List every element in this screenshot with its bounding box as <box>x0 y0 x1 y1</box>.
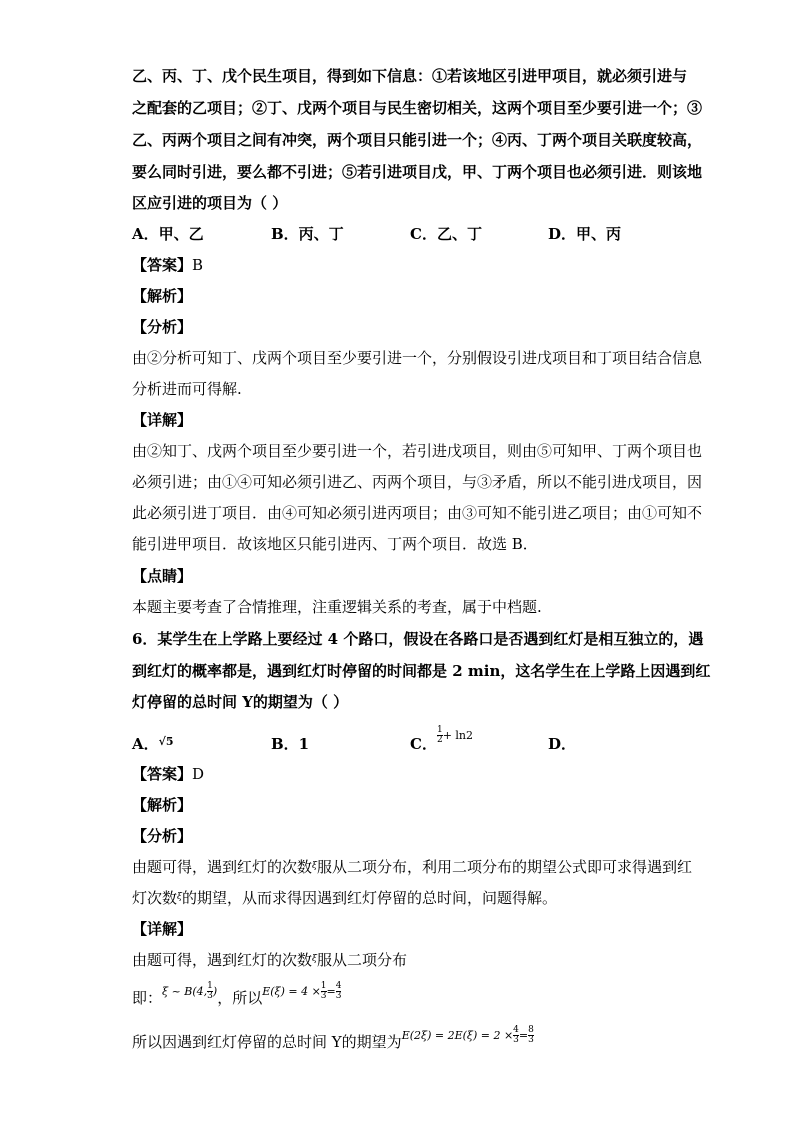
q6-total-frac-2-num: 8 <box>528 1024 534 1035</box>
q6-line-1: 6．某学生在上学路上要经过 4 个路口，假设在各路口是否遇到红灯是相互独立的，遇 <box>132 630 704 648</box>
q6-binomial-frac-num: 1 <box>207 980 213 991</box>
q5-answer-tag: 【答案】 <box>132 256 193 274</box>
q6-total-eq: = <box>518 1029 529 1042</box>
q6-fenxi-line-2a: 灯次数 <box>132 889 178 907</box>
q5-option-b: B．丙、丁 <box>271 225 344 243</box>
q5-fenxi-line-2: 分析进而可得解. <box>132 380 242 398</box>
q6-total-frac-2-den: 3 <box>528 1034 534 1045</box>
q6-option-c-fraction <box>437 726 443 745</box>
q6-fenxi-line-1a: 由题可得，遇到红灯的次数 <box>132 858 313 876</box>
q6-xiangjie-line-3-text: 所以因遇到红灯停留的总时间 Y的期望为 <box>132 1033 402 1051</box>
q6-xiangjie-line-2-prefix: 即： <box>132 989 163 1007</box>
q5-fenxi-line-1: 由②分析可知丁、戊两个项目至少要引进一个，分别假设引进戊项目和丁项目结合信息 <box>132 349 703 367</box>
q6-option-c-num: 1 <box>436 724 443 735</box>
q6-xiangjie-line-2 <box>132 980 342 1010</box>
q6-fenxi-xi-1: ξ <box>312 861 317 871</box>
q6-binomial-frac-den: 3 <box>207 990 213 1001</box>
q5-line-1: 乙、丙、丁、戊个民生项目，得到如下信息：①若该地区引进甲项目，就必须引进与 <box>132 67 688 85</box>
q6-option-c-label: C． <box>410 735 437 753</box>
q6-xiangjie-line-1 <box>132 950 407 973</box>
q5-xiangjie-line-1: 由②知丁、戊两个项目至少要引进一个，若引进戊项目，则由⑤可知甲、丁两个项目也 <box>132 442 703 460</box>
q6-answer-row <box>132 764 204 784</box>
q5-xiangjie-line-3: 此必须引进丁项目．由④可知必须引进丙项目；由③可知不能引进乙项目；由①可知不 <box>132 504 703 522</box>
q5-line-5: 区应引进的项目为（ ） <box>132 194 288 212</box>
q6-answer-tag: 【答案】 <box>132 765 193 783</box>
q6-option-a-math: √5 <box>158 735 174 748</box>
q6-total-frac-1-num: 4 <box>513 1024 519 1035</box>
q6-option-a <box>132 734 174 756</box>
q5-line-2: 之配套的乙项目；②丁、戊两个项目与民生密切相关，这两个项目至少要引进一个；③ <box>132 99 703 117</box>
q6-expectation-frac-1-den: 3 <box>320 990 327 1001</box>
q6-option-d: D． <box>548 735 577 753</box>
q6-xiangjie-line-2-suffix: ，所以 <box>217 989 263 1007</box>
q6-fenxi-line-2 <box>132 888 557 911</box>
q6-fenxi-xi-2: ξ <box>177 892 182 902</box>
q5-xiangjie-line-4: 能引进甲项目．故该地区只能引进丙、丁两个项目．故选 B． <box>132 535 538 553</box>
q5-option-c: C．乙、丁 <box>410 225 482 243</box>
q6-binomial-dist: ξ ~ B(4, <box>162 985 208 998</box>
q6-expectation-frac-2 <box>336 982 342 1001</box>
q6-total-frac-2 <box>528 1026 534 1045</box>
q6-analysis-tag: 【解析】 <box>132 796 193 814</box>
q5-dianjing-text: 本题主要考查了合情推理，注重逻辑关系的考查，属于中档题. <box>132 598 542 616</box>
q6-xiangjie-tag: 【详解】 <box>132 920 193 938</box>
q6-xiangjie-line-1b: 服从二项分布 <box>316 951 407 969</box>
q6-total-expectation: E(2ξ) = 2E(ξ) = 2 × <box>401 1029 514 1042</box>
q6-xiangjie-line-1a: 由题可得，遇到红灯的次数 <box>132 951 313 969</box>
q5-xiangjie-line-2: 必须引进；由①④可知必须引进乙、丙两个项目，与③矛盾，所以不能引进戊项目，因 <box>132 473 703 491</box>
q6-line-3: 灯停留的总时间 Y的期望为（ ） <box>132 693 349 711</box>
q5-answer-value: B <box>192 256 204 274</box>
q6-xiangjie-line-3 <box>132 1024 534 1054</box>
q6-total-frac-1-den: 3 <box>513 1034 519 1045</box>
q5-option-a: A．甲、乙 <box>132 225 204 243</box>
q6-fenxi-line-1b: 服从二项分布，利用二项分布的期望公式即可求得遇到红 <box>316 858 692 876</box>
q6-option-c-den: 2 <box>436 734 443 745</box>
q5-option-d: D．甲、丙 <box>548 225 622 243</box>
q5-dianjing-tag: 【点睛】 <box>132 567 193 585</box>
q5-line-3: 乙、丙两个项目之间有冲突，两个项目只能引进一个；④丙、丁两个项目关联度较高， <box>132 131 703 149</box>
q6-expectation-frac-2-den: 3 <box>335 990 342 1001</box>
q6-answer-value: D <box>192 765 205 783</box>
q5-line-4: 要么同时引进，要么都不引进；⑤若引进项目戊，甲、丁两个项目也必须引进．则该地 <box>132 163 703 181</box>
q6-expectation: E(ξ) = 4 × <box>262 985 321 998</box>
q5-answer-row <box>132 255 203 275</box>
q6-expectation-frac-2-num: 4 <box>335 980 342 991</box>
q6-option-c-rest: + ln2 <box>442 729 474 742</box>
q6-fenxi-line-1 <box>132 857 692 880</box>
q6-option-a-label: A． <box>132 735 159 753</box>
q6-xiangjie-xi: ξ <box>312 954 317 964</box>
q6-fenxi-line-2b: 的期望，从而求得因遇到红灯停留的总时间，问题得解。 <box>181 889 557 907</box>
q6-option-c <box>410 724 474 756</box>
q6-option-b: B．1 <box>271 735 310 753</box>
q5-xiangjie-tag: 【详解】 <box>132 411 193 429</box>
q5-fenxi-tag: 【分析】 <box>132 318 193 336</box>
q6-fenxi-tag: 【分析】 <box>132 827 193 845</box>
q6-expectation-eq: = <box>326 985 336 998</box>
q6-expectation-frac-1-num: 1 <box>320 980 327 991</box>
q5-analysis-tag: 【解析】 <box>132 287 193 305</box>
q6-binomial-close: ) <box>212 985 218 998</box>
q6-line-2: 到红灯的概率都是，遇到红灯时停留的时间都是 2 min，这名学生在上学路上因遇到红 <box>132 662 711 680</box>
q6-expectation-frac-1 <box>321 982 327 1001</box>
